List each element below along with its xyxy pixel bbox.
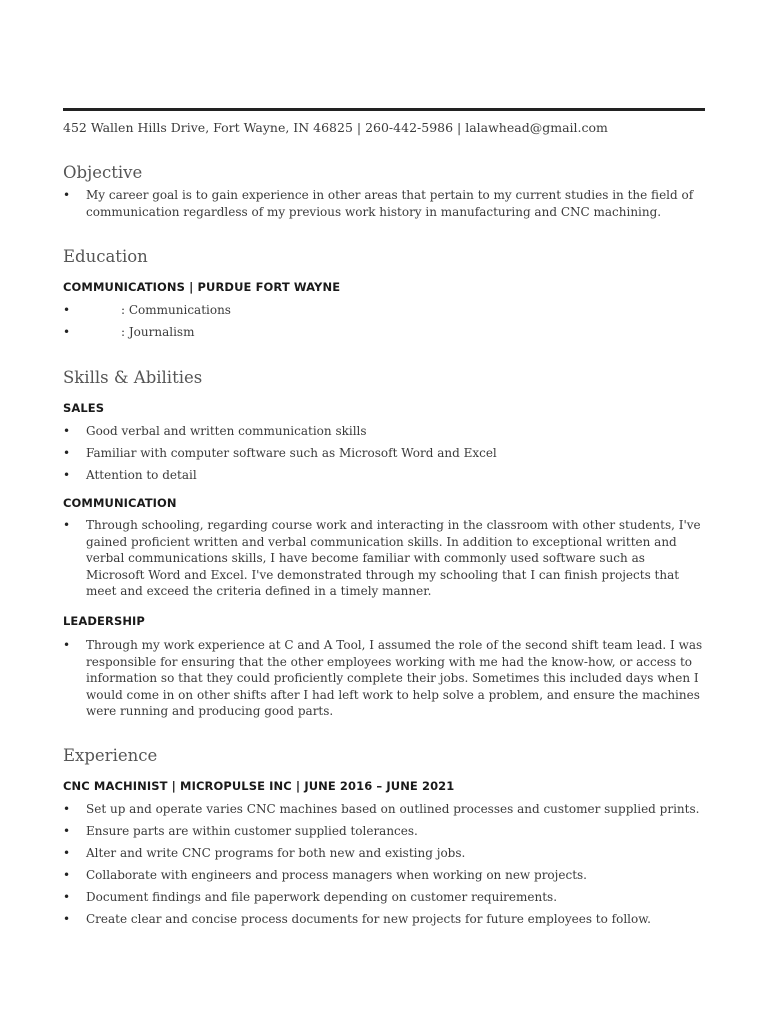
bullet-icon: • bbox=[63, 424, 71, 438]
list-item: • Document findings and file paperwork depending on customer requirements. bbox=[63, 890, 558, 904]
bullet-icon: • bbox=[63, 468, 71, 482]
bullet-icon: • bbox=[63, 303, 71, 317]
contact-line: 452 Wallen Hills Drive, Fort Wayne, IN 46825 | 260-442-5986 | lalawhead@gmail.com bbox=[63, 120, 608, 135]
leadership-subhead: LEADERSHIP bbox=[63, 614, 145, 628]
skills-communication bbox=[63, 496, 705, 600]
list-item: • Attention to detail bbox=[63, 468, 197, 482]
skills-leadership bbox=[63, 614, 705, 720]
list-item: • Ensure parts are within customer supplied tolerances. bbox=[63, 824, 418, 838]
bullet-icon: • bbox=[63, 325, 71, 339]
experience-list bbox=[63, 801, 705, 928]
experience-title: Experience bbox=[63, 746, 158, 765]
list-item: • Set up and operate varies CNC machines based on outlined processes and customer supplied prints. bbox=[63, 802, 700, 816]
bullet-icon: • bbox=[63, 802, 71, 816]
objective-title: Objective bbox=[63, 163, 143, 182]
bullet-icon: • bbox=[63, 912, 71, 926]
sales-list bbox=[63, 423, 705, 484]
skills-sales bbox=[63, 401, 705, 484]
bullet-icon: • bbox=[63, 890, 71, 904]
bullet-icon: • bbox=[63, 446, 71, 460]
bullet-icon: • bbox=[63, 868, 71, 882]
list-item: • Through schooling, regarding course work and interacting in the classroom with other students, I've gained proficient written and verbal communication skills. In addition to exceptional written and verbal communications skills, I have become familiar with commonly used software such as Microsoft Word and Excel. I've demonstrated through my schooling that I can finish projects that meet and exceed the criteria defined in a timely manner. bbox=[63, 518, 701, 598]
experience-section bbox=[63, 746, 705, 928]
header-rule bbox=[63, 108, 705, 111]
list-item: • Through my work experience at C and A Tool, I assumed the role of the second shift team lead. I was responsible for ensuring that the other employees working with me had the know-how, or access to information so that they could proficiently complete their jobs. Sometimes this included days when I would come in on other shifts after I had left work to help solve a problem, and ensure the machines were running and producing good parts. bbox=[63, 638, 703, 718]
experience-subhead: CNC MACHINIST | MICROPULSE INC | JUNE 2016 – JUNE 2021 bbox=[63, 779, 455, 793]
list-item: • Alter and write CNC programs for both new and existing jobs. bbox=[63, 846, 466, 860]
list-item: • : Communications bbox=[63, 303, 231, 317]
sales-subhead: SALES bbox=[63, 401, 105, 415]
bullet-icon: • bbox=[63, 846, 71, 860]
bullet-icon: • bbox=[63, 188, 71, 202]
list-item: • : Journalism bbox=[63, 325, 195, 339]
bullet-icon: • bbox=[63, 518, 71, 532]
leadership-list bbox=[63, 637, 705, 720]
objective-section bbox=[63, 163, 705, 220]
list-item: • Familiar with computer software such as Microsoft Word and Excel bbox=[63, 446, 497, 460]
bullet-icon: • bbox=[63, 824, 71, 838]
list-item: • Collaborate with engineers and process managers when working on new projects. bbox=[63, 868, 587, 882]
skills-title: Skills & Abilities bbox=[63, 368, 203, 387]
list-item: • Good verbal and written communication skills bbox=[63, 424, 367, 438]
skills-section bbox=[63, 368, 705, 388]
list-item: • My career goal is to gain experience in other areas that pertain to my current studies in the field of communication regardless of my previous work history in manufacturing and CNC machining. bbox=[63, 188, 694, 219]
bullet-icon: • bbox=[63, 638, 71, 652]
list-item: • Create clear and concise process documents for new projects for future employees to follow. bbox=[63, 912, 651, 926]
objective-list bbox=[63, 187, 705, 220]
communication-subhead: COMMUNICATION bbox=[63, 496, 177, 510]
education-list bbox=[63, 302, 705, 341]
education-subhead: COMMUNICATIONS | PURDUE FORT WAYNE bbox=[63, 280, 341, 294]
education-title: Education bbox=[63, 247, 148, 266]
education-section bbox=[63, 247, 705, 341]
communication-list bbox=[63, 517, 705, 600]
